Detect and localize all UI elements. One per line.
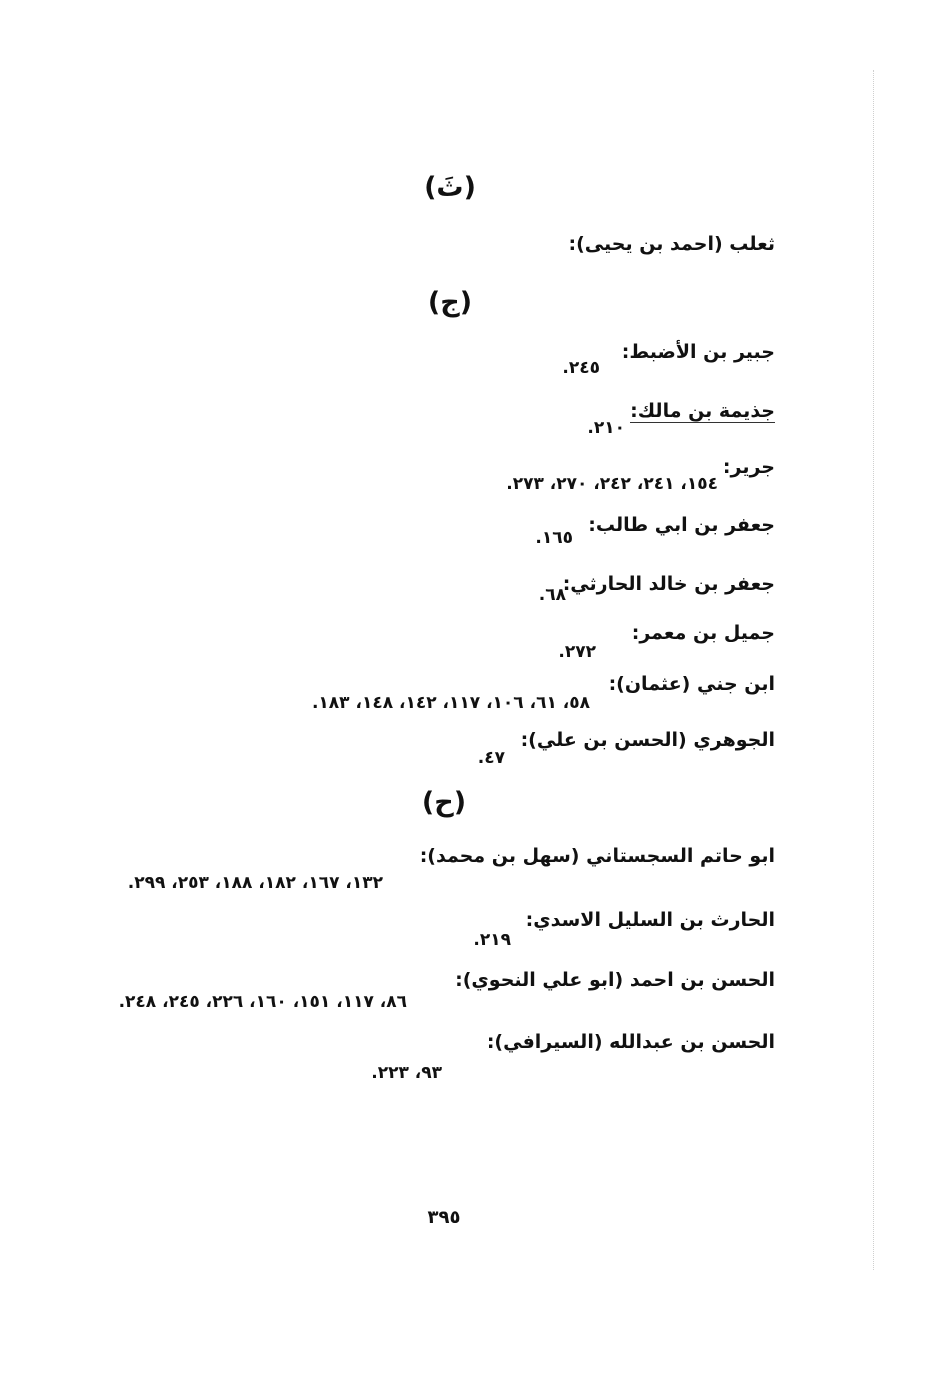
index-entry-pages: ١٥٤، ٢٤١، ٢٤٢، ٢٧٠، ٢٧٣. <box>506 474 718 494</box>
index-entry-name-text: جذيمة بن مالك: <box>630 400 775 422</box>
index-entry-pages: ١٣٢، ١٦٧، ١٨٢، ١٨٨، ٢٥٣، ٢٩٩. <box>127 873 383 893</box>
section-heading-tha: (ثَ) <box>424 172 476 203</box>
index-entry-pages: ١٦٥. <box>535 528 573 548</box>
index-entry-name: الحسن بن عبدالله (السيرافي): <box>486 1031 775 1053</box>
index-entry-name: الجوهري (الحسن بن علي): <box>520 729 775 751</box>
section-heading-jim: (ج) <box>427 287 473 318</box>
index-entry-pages: ٢٧٢. <box>558 642 596 662</box>
index-entry-name: جرير: <box>722 456 775 478</box>
index-entry-pages: ٥٨، ٦١، ١٠٦، ١١٧، ١٤٢، ١٤٨، ١٨٣. <box>311 693 590 713</box>
index-entry-pages: ٩٣، ٢٢٣. <box>371 1063 442 1083</box>
index-entry-pages: ٢١٩. <box>473 930 511 950</box>
index-entry-name: ابن جني (عثمان): <box>608 673 775 695</box>
scan-edge-line <box>873 70 874 1270</box>
index-entry-pages: ٦٨. <box>538 585 566 605</box>
index-entry-name: جميل بن معمر: <box>631 622 775 644</box>
index-entry-name: ابو حاتم السجستاني (سهل بن محمد): <box>419 845 775 867</box>
index-entry-name: الحسن بن احمد (ابو علي النحوي): <box>455 969 775 991</box>
index-entry-pages: ٢٤٥. <box>562 358 600 378</box>
index-entry-name: جبير بن الأضبط: <box>621 341 775 363</box>
index-entry-pages: ٤٧. <box>477 748 505 768</box>
index-entry-name: الحارث بن السليل الاسدي: <box>525 909 775 931</box>
index-entry-name: جعفر بن ابي طالب: <box>588 514 775 536</box>
index-entry-name: جعفر بن خالد الحارثي: <box>562 573 775 595</box>
index-entry-name: ثعلب (احمد بن يحيى): <box>568 233 775 255</box>
section-heading-ha: (ح) <box>421 787 467 818</box>
page-number: ٣٩٥ <box>427 1207 461 1228</box>
index-entry-name <box>630 400 775 422</box>
index-entry-pages: ٢١٠. <box>587 418 625 438</box>
index-entry-pages: ٨٦، ١١٧، ١٥١، ١٦٠، ٢٢٦، ٢٤٥، ٢٤٨. <box>118 992 407 1012</box>
